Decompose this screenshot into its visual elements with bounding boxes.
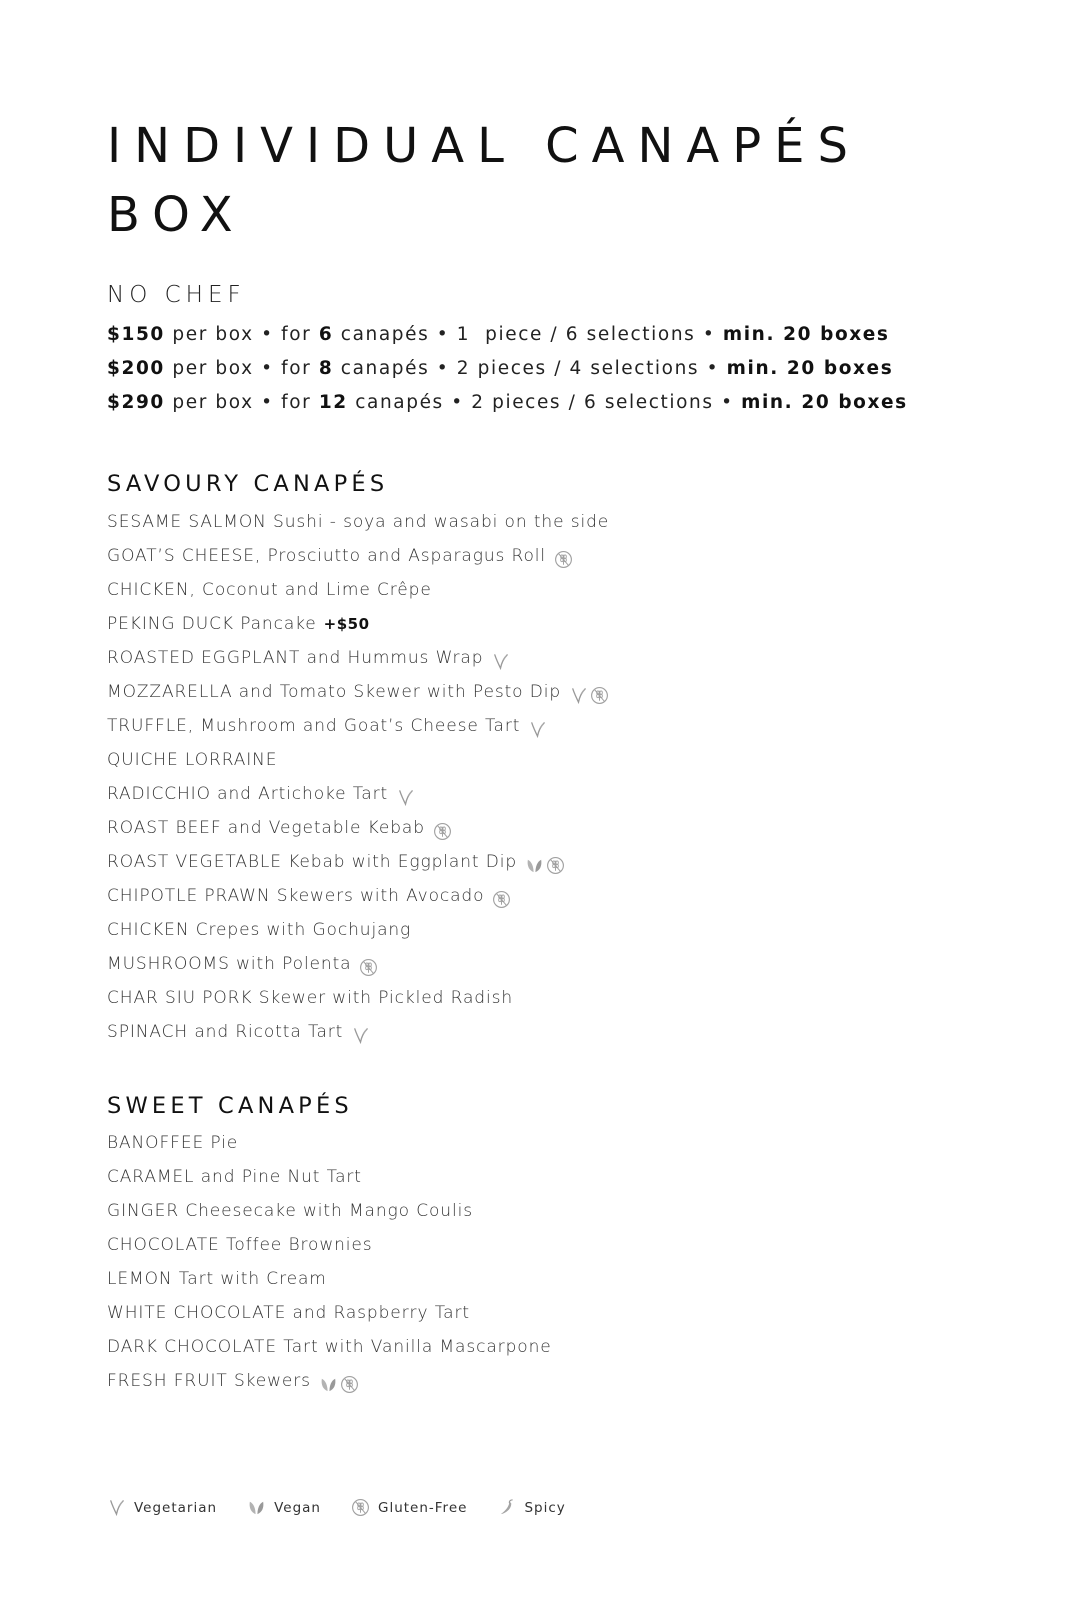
vegetarian-icon [569, 683, 588, 702]
menu-item [107, 607, 609, 641]
menu-item [107, 981, 609, 1015]
menu-item-name: MOZZARELLA and Tomato Skewer with Pesto Dip [107, 682, 562, 702]
menu-item [107, 1330, 552, 1364]
dietary-icons [554, 547, 573, 566]
vegetarian-icon [107, 1498, 126, 1517]
gluten-free-icon [590, 683, 609, 702]
dietary-icons [319, 1372, 359, 1391]
dietary-legend [107, 1498, 596, 1517]
legend-item-vegan [247, 1498, 321, 1517]
menu-item [107, 573, 609, 607]
menu-item-surcharge: +$50 [323, 615, 370, 633]
menu-item [107, 709, 609, 743]
dietary-icons [396, 785, 415, 804]
menu-item [107, 675, 609, 709]
gluten-free-icon [546, 853, 565, 872]
dietary-icons [492, 887, 511, 906]
sweet-list [107, 1126, 552, 1398]
page-title-line-2: BOX [107, 187, 246, 243]
vegetarian-icon [396, 785, 415, 804]
menu-item-name: CARAMEL and Pine Nut Tart [107, 1167, 362, 1187]
menu-item-name: RADICCHIO and Artichoke Tart [107, 784, 389, 804]
legend-item-spicy [497, 1498, 565, 1517]
vegetarian-icon [528, 717, 547, 736]
vegetarian-icon [351, 1023, 370, 1042]
canape-count: 8 [318, 358, 334, 379]
dietary-icons [359, 955, 378, 974]
price-text: canapés • 1 piece / 6 selections • [333, 324, 723, 345]
gluten-free-icon [351, 1498, 370, 1517]
price-line [107, 318, 908, 352]
gluten-free-icon [492, 887, 511, 906]
price-text: per box • for [164, 358, 319, 379]
vegetarian-icon [491, 649, 510, 668]
dietary-icons [525, 853, 565, 872]
sweet-section-title: SWEET CANAPÉS [107, 1093, 353, 1119]
menu-item-name: ROASTED EGGPLANT and Hummus Wrap [107, 648, 484, 668]
savoury-section-title: SAVOURY CANAPÉS [107, 471, 389, 497]
page-title-line-1: INDIVIDUAL CANAPÉS [107, 118, 861, 174]
menu-item [107, 1296, 552, 1330]
menu-item-name: SPINACH and Ricotta Tart [107, 1022, 344, 1042]
menu-item-name: ROAST BEEF and Vegetable Kebab [107, 818, 425, 838]
menu-item [107, 1228, 552, 1262]
menu-item-name: CHOCOLATE Toffee Brownies [107, 1235, 373, 1255]
legend-item-vegetarian [107, 1498, 217, 1517]
menu-item-name: ROAST VEGETABLE Kebab with Eggplant Dip [107, 852, 518, 872]
price-text: canapés • 2 pieces / 6 selections • [347, 392, 742, 413]
price-amount: $150 [107, 324, 165, 345]
dietary-icons [491, 649, 510, 668]
menu-item [107, 777, 609, 811]
canape-count: 6 [318, 324, 334, 345]
page-title [107, 112, 861, 250]
menu-item [107, 743, 609, 777]
menu-item [107, 1015, 609, 1049]
menu-item [107, 913, 609, 947]
legend-label: Gluten-Free [377, 1499, 468, 1516]
minimum-order: min. 20 boxes [722, 324, 890, 345]
menu-item-name: CHICKEN Crepes with Gochujang [107, 920, 412, 940]
menu-item-name: GOAT’S CHEESE, Prosciutto and Asparagus Roll [107, 546, 547, 566]
price-list [107, 318, 908, 420]
legend-label: Vegan [274, 1499, 321, 1516]
price-text: canapés • 2 pieces / 4 selections • [333, 358, 727, 379]
menu-item-name: FRESH FRUIT Skewers [107, 1371, 311, 1391]
legend-label: Vegetarian [134, 1499, 218, 1516]
menu-item [107, 641, 609, 675]
dietary-icons [351, 1023, 370, 1042]
gluten-free-icon [554, 547, 573, 566]
dietary-icons [433, 819, 452, 838]
menu-item-name: BANOFFEE Pie [107, 1133, 239, 1153]
menu-item [107, 1194, 552, 1228]
menu-item-name: GINGER Cheesecake with Mango Coulis [107, 1201, 473, 1221]
dietary-icons [528, 717, 547, 736]
menu-item-name: WHITE CHOCOLATE and Raspberry Tart [107, 1303, 470, 1323]
menu-item-name: SESAME SALMON Sushi - soya and wasabi on the side [107, 512, 610, 532]
menu-item-name: QUICHE LORRAINE [107, 750, 278, 770]
menu-item [107, 845, 609, 879]
price-line [107, 386, 908, 420]
menu-item [107, 947, 609, 981]
menu-item-name: CHIPOTLE PRAWN Skewers with Avocado [107, 886, 485, 906]
menu-item-name: DARK CHOCOLATE Tart with Vanilla Mascarpone [107, 1337, 552, 1357]
price-amount: $290 [107, 392, 165, 413]
menu-item-name: MUSHROOMS with Polenta [107, 954, 352, 974]
menu-item [107, 539, 609, 573]
menu-item-name: LEMON Tart with Cream [107, 1269, 327, 1289]
minimum-order: min. 20 boxes [741, 392, 908, 413]
price-text: per box • for [164, 324, 319, 345]
savoury-list [107, 505, 609, 1049]
legend-item-gluten-free [351, 1498, 467, 1517]
menu-item [107, 1126, 552, 1160]
menu-item [107, 1160, 552, 1194]
menu-item-name: CHAR SIU PORK Skewer with Pickled Radish [107, 988, 514, 1008]
price-line [107, 352, 908, 386]
menu-item [107, 811, 609, 845]
gluten-free-icon [340, 1372, 359, 1391]
gluten-free-icon [359, 955, 378, 974]
vegan-icon [525, 853, 544, 872]
minimum-order: min. 20 boxes [726, 358, 894, 379]
spicy-icon [497, 1498, 516, 1517]
price-text: per box • for [164, 392, 319, 413]
price-amount: $200 [107, 358, 165, 379]
menu-item-name: PEKING DUCK Pancake [107, 614, 317, 634]
legend-label: Spicy [524, 1499, 566, 1516]
vegan-icon [319, 1372, 338, 1391]
menu-item [107, 1364, 552, 1398]
gluten-free-icon [433, 819, 452, 838]
menu-item [107, 505, 609, 539]
dietary-icons [569, 683, 609, 702]
menu-item [107, 879, 609, 913]
vegan-icon [247, 1498, 266, 1517]
menu-item-name: CHICKEN, Coconut and Lime Crêpe [107, 580, 432, 600]
service-subheading: NO CHEF [107, 282, 246, 308]
menu-item [107, 1262, 552, 1296]
menu-item-name: TRUFFLE, Mushroom and Goat’s Cheese Tart [107, 716, 521, 736]
canape-count: 12 [318, 392, 348, 413]
